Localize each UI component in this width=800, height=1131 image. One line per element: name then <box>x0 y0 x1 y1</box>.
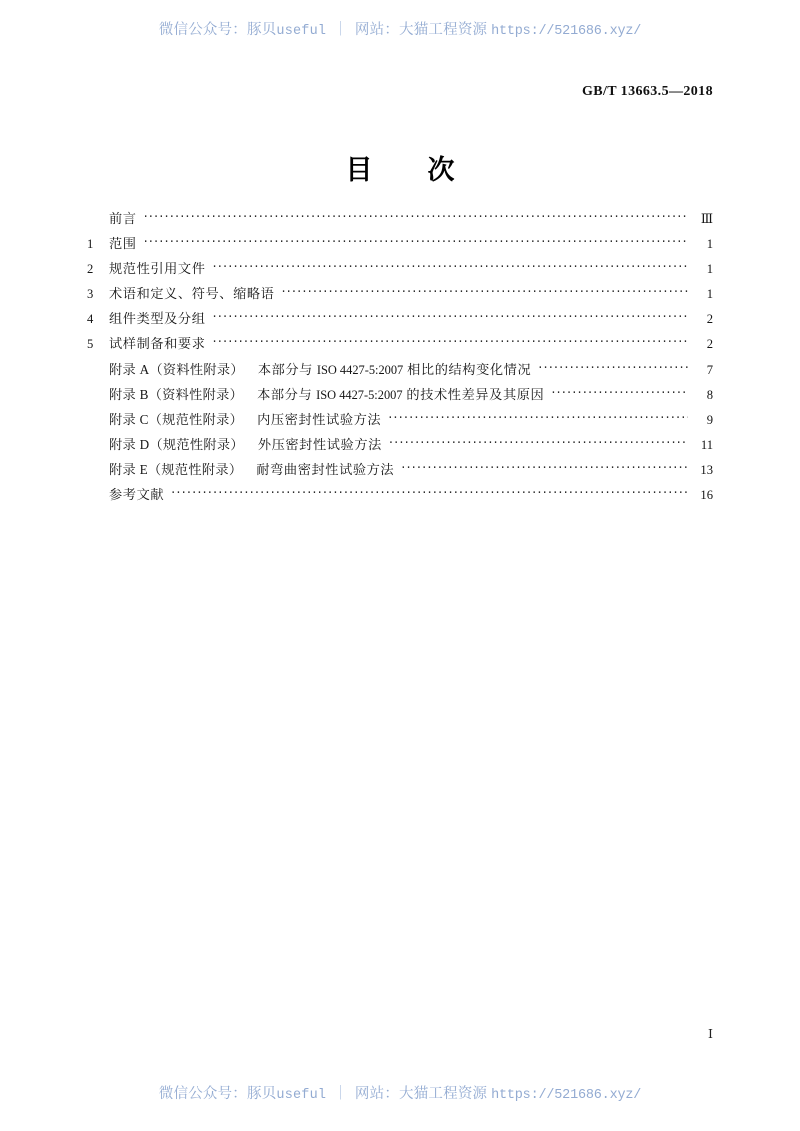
toc-entry-label: 附录 C（规范性附录） <box>109 411 244 427</box>
toc-dot-leader <box>171 489 688 502</box>
toc-entry[interactable] <box>87 337 713 362</box>
toc-entry-number: 2 <box>87 262 94 277</box>
toc-entry-description: 耐弯曲密封性试验方法 <box>256 461 395 477</box>
toc-entry-label: 前言 <box>109 211 137 226</box>
toc-entry[interactable] <box>87 413 713 438</box>
watermark-wechat-name-cn: 豚贝 <box>247 22 277 38</box>
watermark-separator: ｜ <box>333 1086 348 1102</box>
toc-entry-page-number: 11 <box>700 437 713 452</box>
watermark-url: https://521686.xyz/ <box>491 1088 642 1103</box>
toc-entry-label: 附录 B（资料性附录） <box>109 386 244 402</box>
toc-entry-page-number: 8 <box>706 387 713 402</box>
toc-entry-label: 组件类型及分组 <box>109 311 206 327</box>
toc-entry-description: 内压密封性试验方法 <box>257 411 382 427</box>
toc-desc-iso-reference: ISO 4427-5:2007 <box>316 387 403 402</box>
watermark-wechat-label: 微信公众号： <box>158 1086 247 1102</box>
watermark-wechat-name-cn: 豚贝 <box>247 1086 277 1102</box>
toc-dot-leader <box>389 439 688 452</box>
toc-entry[interactable] <box>87 262 713 287</box>
toc-entry-page-number: 9 <box>706 412 713 427</box>
standard-number: GB/T 13663.5—2018 <box>581 84 713 99</box>
toc-desc-suffix: 相比的结构变化情况 <box>403 361 532 377</box>
toc-entry[interactable] <box>87 438 713 463</box>
toc-desc-iso-reference: ISO 4427-5:2007 <box>316 362 404 377</box>
watermark-site-name: 大猫工程资源 <box>399 22 488 38</box>
toc-dot-leader <box>144 213 688 226</box>
toc-entry[interactable] <box>87 388 713 413</box>
toc-entry-label: 附录 A（资料性附录） <box>109 361 244 377</box>
toc-desc-prefix: 本部分与 <box>257 386 317 402</box>
watermark-site-name: 大猫工程资源 <box>399 1086 488 1102</box>
watermark-wechat-name-en: useful <box>276 1088 327 1103</box>
watermark-url: https://521686.xyz/ <box>491 24 642 39</box>
table-of-contents <box>87 212 713 513</box>
toc-entry[interactable] <box>87 312 713 337</box>
toc-entry-page-number: 1 <box>706 237 713 252</box>
toc-entry-page-number: 2 <box>706 337 713 352</box>
toc-dot-leader <box>213 263 688 276</box>
watermark-bottom <box>0 1082 800 1103</box>
page-title: 目 次 <box>345 155 469 186</box>
toc-dot-leader <box>144 238 688 251</box>
watermark-wechat-label: 微信公众号： <box>158 22 247 38</box>
watermark-top <box>0 18 800 39</box>
toc-entry[interactable] <box>87 212 713 237</box>
toc-dot-leader <box>213 338 688 351</box>
toc-entry-page-number: 7 <box>706 362 713 377</box>
toc-entry-page-number: 13 <box>700 462 713 477</box>
toc-dot-leader <box>213 313 688 326</box>
toc-entry-label: 附录 E（规范性附录） <box>109 461 243 477</box>
toc-entry[interactable] <box>87 287 713 312</box>
watermark-site-label: 网站： <box>354 1086 400 1102</box>
watermark-wechat-name-en: useful <box>276 24 327 39</box>
toc-entry-label: 附录 D（规范性附录） <box>109 436 244 452</box>
toc-entry-page-number: 1 <box>706 287 713 302</box>
toc-entry[interactable] <box>87 488 713 513</box>
toc-dot-leader <box>551 389 688 402</box>
toc-entry-label: 试样制备和要求 <box>109 336 206 352</box>
toc-desc-prefix: 本部分与 <box>257 361 317 377</box>
toc-entry-description <box>258 363 531 376</box>
watermark-site-label: 网站： <box>354 22 400 38</box>
toc-dot-leader <box>538 364 688 377</box>
toc-entry[interactable] <box>87 363 713 388</box>
toc-entry-number: 4 <box>87 312 94 327</box>
toc-entry-page-number: 16 <box>700 488 713 503</box>
toc-entry-label: 规范性引用文件 <box>109 261 206 277</box>
watermark-separator: ｜ <box>333 22 348 38</box>
toc-entry[interactable] <box>87 237 713 262</box>
toc-entry-number: 1 <box>87 237 94 252</box>
toc-dot-leader <box>401 464 688 477</box>
toc-entry-description <box>257 388 544 401</box>
toc-entry-page-number: 2 <box>706 312 713 327</box>
page-folio: Ⅰ <box>708 1027 713 1041</box>
toc-entry-number: 5 <box>87 337 94 352</box>
toc-entry-label: 术语和定义、符号、缩略语 <box>109 286 275 302</box>
toc-entry-description: 外压密封性试验方法 <box>257 436 382 452</box>
toc-entry-number: 3 <box>87 287 94 302</box>
toc-entry-label: 参考文献 <box>109 487 165 503</box>
toc-entry-page-number: Ⅲ <box>700 212 713 226</box>
toc-entry[interactable] <box>87 463 713 488</box>
toc-desc-suffix: 的技术性差异及其原因 <box>402 386 545 402</box>
toc-dot-leader <box>281 288 688 301</box>
toc-entry-label: 范围 <box>109 236 137 252</box>
toc-dot-leader <box>388 414 688 427</box>
toc-entry-page-number: 1 <box>706 262 713 277</box>
